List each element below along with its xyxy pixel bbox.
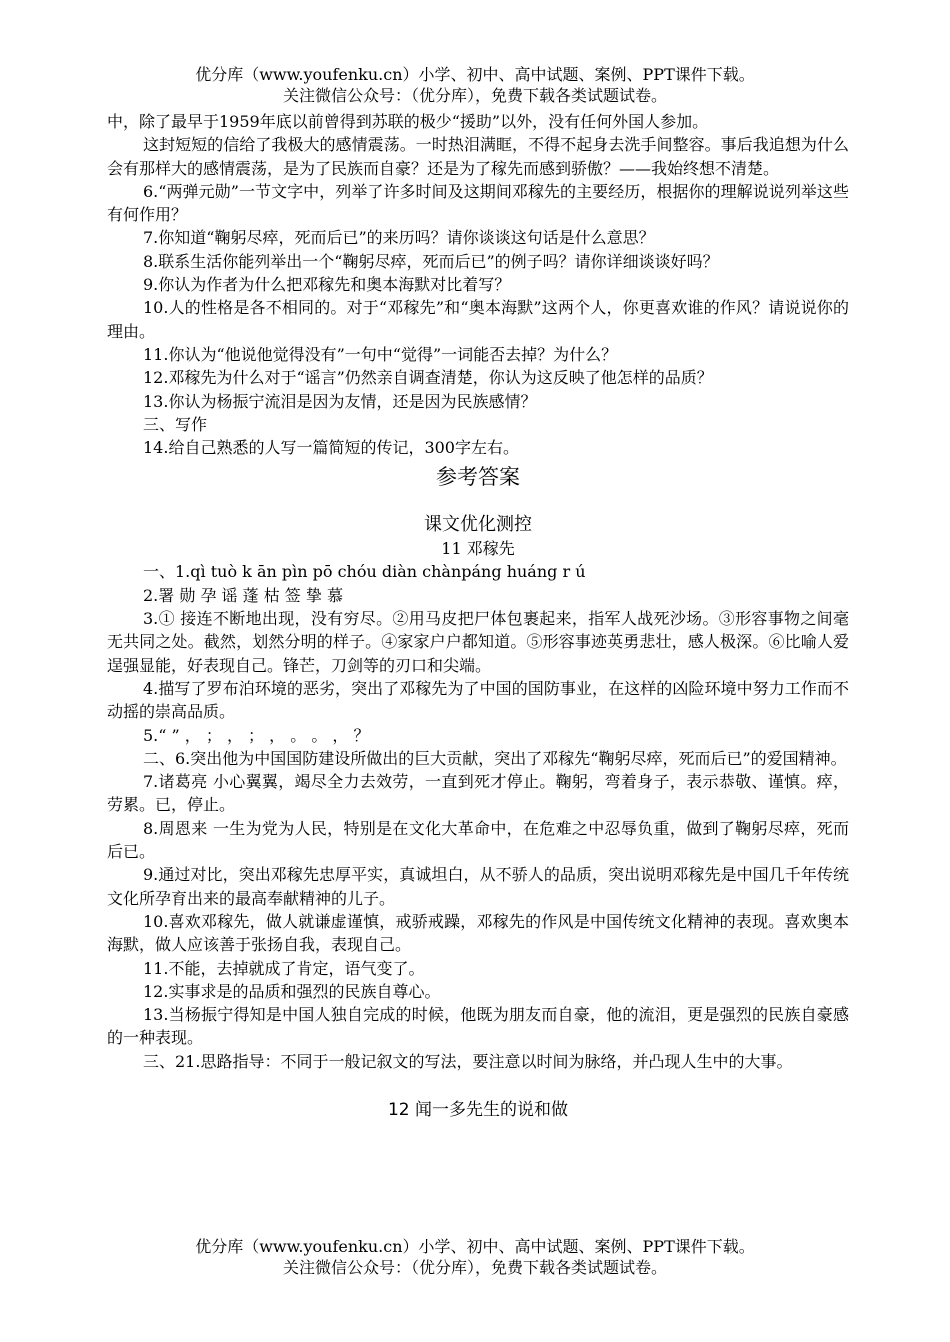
answer-3: 3.① 接连不断地出现，没有穷尽。②用马皮把尸体包裹起来，指军人战死沙场。③形容事物之间毫无共同之处。截然，划然分明的样子。④家家户户都知道。⑤形容事迹英勇悲壮，感人极深。⑥比喻人爱逞强显能，好表现自己。锋芒，刀剑等的刃口和尖端。 bbox=[107, 609, 849, 675]
answer-11: 11.不能，去掉就成了肯定，语气变了。 bbox=[143, 958, 425, 978]
answer-10: 10.喜欢邓稼先，做人就谦虚谨慎，戒骄戒躁，邓稼先的作风是中国传统文化精神的表现。喜欢奥本海默，做人应该善于张扬自我，表现自己。 bbox=[107, 911, 849, 955]
lesson-11-title: 11 邓稼先 bbox=[441, 539, 515, 559]
answer-13: 13.当杨振宁得知是中国人独自完成的时候，他既为朋友而自豪，他的流泪，更是强烈的民族自豪感的一种表现。 bbox=[107, 1005, 849, 1048]
answer-12: 12.实事求是的品质和强烈的民族自尊心。 bbox=[143, 981, 441, 1001]
footer-line-1: 优分库（www.youfenku.cn）小学、初中、高中试题、案例、PPT课件下载。 bbox=[195, 1237, 755, 1256]
footer-line-2: 关注微信公众号：（优分库），免费下载各类试题试卷。 bbox=[282, 1258, 667, 1277]
section-writing-heading: 三、写作 bbox=[143, 414, 208, 434]
question-9: 9.你认为作者为什么把邓稼先和奥本海默对比着写？ bbox=[143, 275, 511, 295]
answer-4: 4.描写了罗布泊环境的恶劣，突出了邓稼先为了中国的国防事业，在这样的凶险环境中努力工作而不动摇的崇高品质。 bbox=[107, 678, 849, 722]
question-14: 14.给自己熟悉的人写一篇简短的传记，300字左右。 bbox=[143, 438, 519, 458]
question-11: 11.你认为“他说他觉得没有”一句中“觉得”一词能否去掉？为什么？ bbox=[143, 344, 618, 364]
answers-subtitle: 课文优化测控 bbox=[424, 514, 532, 536]
passage-paragraph-2: 这封短短的信给了我极大的感情震荡。一时热泪满眶，不得不起身去洗手间整容。事后我追想为什么会有那样大的感情震荡，是为了民族而自豪？还是为了稼先而感到骄傲？——我始终想不清楚。 bbox=[107, 135, 849, 178]
header-line-2: 关注微信公众号：（优分库），免费下载各类试题试卷。 bbox=[282, 86, 667, 105]
passage-paragraph-1: 中，除了最早于1959年底以前曾得到苏联的极少“援助”以外，没有任何外国人参加。 bbox=[107, 112, 709, 131]
question-12: 12.邓稼先为什么对于“谣言”仍然亲自调查清楚，你认为这反映了他怎样的品质？ bbox=[143, 368, 713, 388]
answer-21: 三、21.思路指导：不同于一般记叙文的写法，要注意以时间为脉络，并凸现人生中的大事。 bbox=[143, 1051, 793, 1071]
question-7: 7.你知道“鞠躬尽瘁，死而后已”的来历吗？请你谈谈这句话是什么意思？ bbox=[143, 228, 655, 248]
question-13: 13.你认为杨振宁流泪是因为友情，还是因为民族感情？ bbox=[143, 391, 537, 411]
answer-7: 7.诸葛亮 小心翼翼，竭尽全力去效劳，一直到死才停止。鞠躬，弯着身子，表示恭敬、谨慎。瘁，劳累。已，停止。 bbox=[107, 772, 849, 815]
page-content bbox=[107, 110, 849, 1123]
answer-9: 9.通过对比，突出邓稼先忠厚平实，真诚坦白，从不骄人的品质，突出说明邓稼先是中国几千年传统文化所孕育出来的最高奉献精神的儿子。 bbox=[107, 865, 849, 908]
answer-1: 一、1.qì tuò k ān pìn pō chóu diàn chànpáng huáng r ú bbox=[143, 562, 586, 582]
answer-5: 5.“ ” ， ； ， ； ， 。 。 ， ？ bbox=[143, 725, 370, 745]
page-footer bbox=[0, 1236, 950, 1278]
answer-8: 8.周恩来 一生为党为人民，特别是在文化大革命中，在危难之中忍辱负重，做到了鞠躬尽瘁，死而后已。 bbox=[107, 818, 849, 862]
answers-title: 参考答案 bbox=[436, 465, 520, 490]
page-header bbox=[0, 64, 950, 106]
question-6: 6.“两弹元勋”一节文字中，列举了许多时间及这期间邓稼先的主要经历，根据你的理解说说列举这些有何作用？ bbox=[107, 181, 849, 225]
answer-6: 二、6.突出他为中国国防建设所做出的巨大贡献，突出了邓稼先“鞠躬尽瘁，死而后已”的爱国精神。 bbox=[143, 748, 847, 768]
question-8: 8.联系生活你能列举出一个“鞠躬尽瘁，死而后已”的例子吗？请你详细谈谈好吗？ bbox=[143, 251, 719, 271]
answer-2: 2.署 勋 孕 谣 蓬 枯 签 挚 慕 bbox=[143, 585, 343, 605]
header-line-1: 优分库（www.youfenku.cn）小学、初中、高中试题、案例、PPT课件下载。 bbox=[195, 65, 755, 84]
question-10: 10.人的性格是各不相同的。对于“邓稼先”和“奥本海默”这两个人，你更喜欢谁的作风？请说说你的理由。 bbox=[107, 298, 849, 341]
lesson-12-title: 12 闻一多先生的说和做 bbox=[387, 1099, 569, 1120]
